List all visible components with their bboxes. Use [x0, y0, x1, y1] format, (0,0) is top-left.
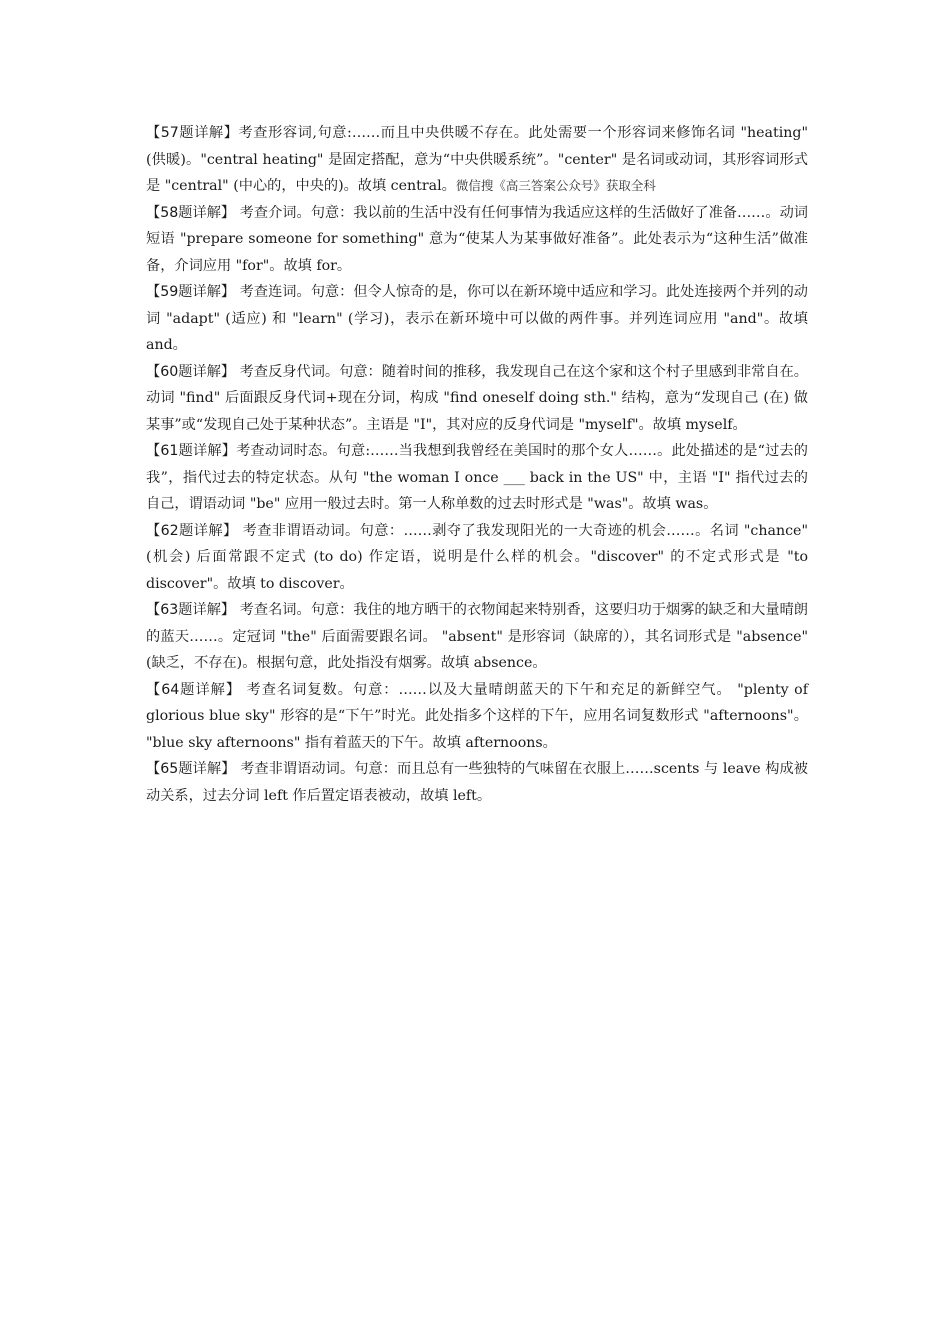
- question-label: 【64题详解】: [146, 681, 242, 698]
- explanation-text: 考查介词。句意：我以前的生活中没有任何事情为我适应这样的生活做好了准备……。动词短语 "prepare someone for something" 意为“使某人为某事做好准备”。此处表示为“这种生活”做准备，介词应用 "for"。故填 for。: [146, 204, 808, 274]
- question-label: 【61题详解】: [146, 443, 237, 459]
- explanation-59: [146, 279, 808, 359]
- explanation-57: [146, 120, 808, 200]
- explanation-text: 考查形容词,句意:……而且中央供暖不存在。此处需要一个形容词来修饰名词 "heating" (供暖)。"central heating" 是固定搭配，意为“中央供暖系统”。"center" 是名词或动词，其形容词形式是 "central" (中心的，中央的)。故填 central。: [146, 125, 808, 194]
- explanation-62: [146, 518, 808, 598]
- question-label: 【58题详解】: [146, 204, 236, 221]
- explanation-64: [146, 677, 808, 757]
- explanation-text: 考查反身代词。句意：随着时间的推移，我发现自己在这个家和这个村子里感到非常自在。动词 "find" 后面跟反身代词+现在分词，构成 "find oneself doing sth." 结构，意为“发现自己 (在) 做某事”或“发现自己处于某种状态”。主语是 "I"，其对应的反身代词是 "myself"。故填 myself。: [146, 363, 808, 433]
- watermark-text: 微信搜《高三答案公众号》获取全科: [455, 178, 656, 193]
- explanation-text: 考查名词。句意：我住的地方晒干的衣物闻起来特别香，这要归功于烟雾的缺乏和大量晴朗的蓝天……。定冠词 "the" 后面需要跟名词。 "absent" 是形容词（缺席的），其名词形式是 "absence" (缺乏，不存在)。根据句意，此处指没有烟雾。故填 absence。: [146, 602, 808, 671]
- explanation-text: 考查动词时态。句意:……当我想到我曾经在美国时的那个女人……。此处描述的是“过去的我”，指代过去的特定状态。从句 "the woman I once ___ back in the US" 中，主语 "I" 指代过去的自己，谓语动词 "be" 应用一般过去时。第一人称单数的过去时形式是 "was"。故填 was。: [146, 443, 808, 512]
- explanation-58: [146, 200, 808, 280]
- question-label: 【57题详解】: [146, 125, 239, 141]
- question-label: 【60题详解】: [146, 363, 236, 380]
- explanation-text: 考查非谓语动词。句意：……剥夺了我发现阳光的一大奇迹的机会……。名词 "chance" (机会) 后面常跟不定式 (to do) 作定语，说明是什么样的机会。"discover" 的不定式形式是 "to discover"。故填 to discover。: [146, 522, 808, 592]
- question-label: 【59题详解】: [146, 284, 236, 300]
- answer-explanations: [146, 120, 808, 809]
- explanation-63: [146, 597, 808, 677]
- explanation-text: 考查非谓语动词。句意：而且总有一些独特的气味留在衣服上……scents 与 leave 构成被动关系，过去分词 left 作后置定语表被动，故填 left。: [146, 761, 808, 804]
- explanation-text: 考查连词。句意：但令人惊奇的是，你可以在新环境中适应和学习。此处连接两个并列的动词 "adapt" (适应) 和 "learn" (学习)，表示在新环境中可以做的两件事。并列连词应用 "and"。故填 and。: [146, 284, 808, 353]
- question-label: 【62题详解】: [146, 522, 238, 539]
- explanation-text: 考查名词复数。句意：……以及大量晴朗蓝天的下午和充足的新鲜空气。 "plenty of glorious blue sky" 形容的是“下午”时光。此处指多个这样的下午，应用名词复数形式 "afternoons"。 "blue sky afternoons" 指有着蓝天的下午。故填 afternoons。: [146, 681, 808, 751]
- explanation-65: [146, 756, 808, 809]
- question-label: 【63题详解】: [146, 602, 236, 618]
- explanation-61: [146, 438, 808, 518]
- explanation-60: [146, 359, 808, 439]
- question-label: 【65题详解】: [146, 761, 236, 777]
